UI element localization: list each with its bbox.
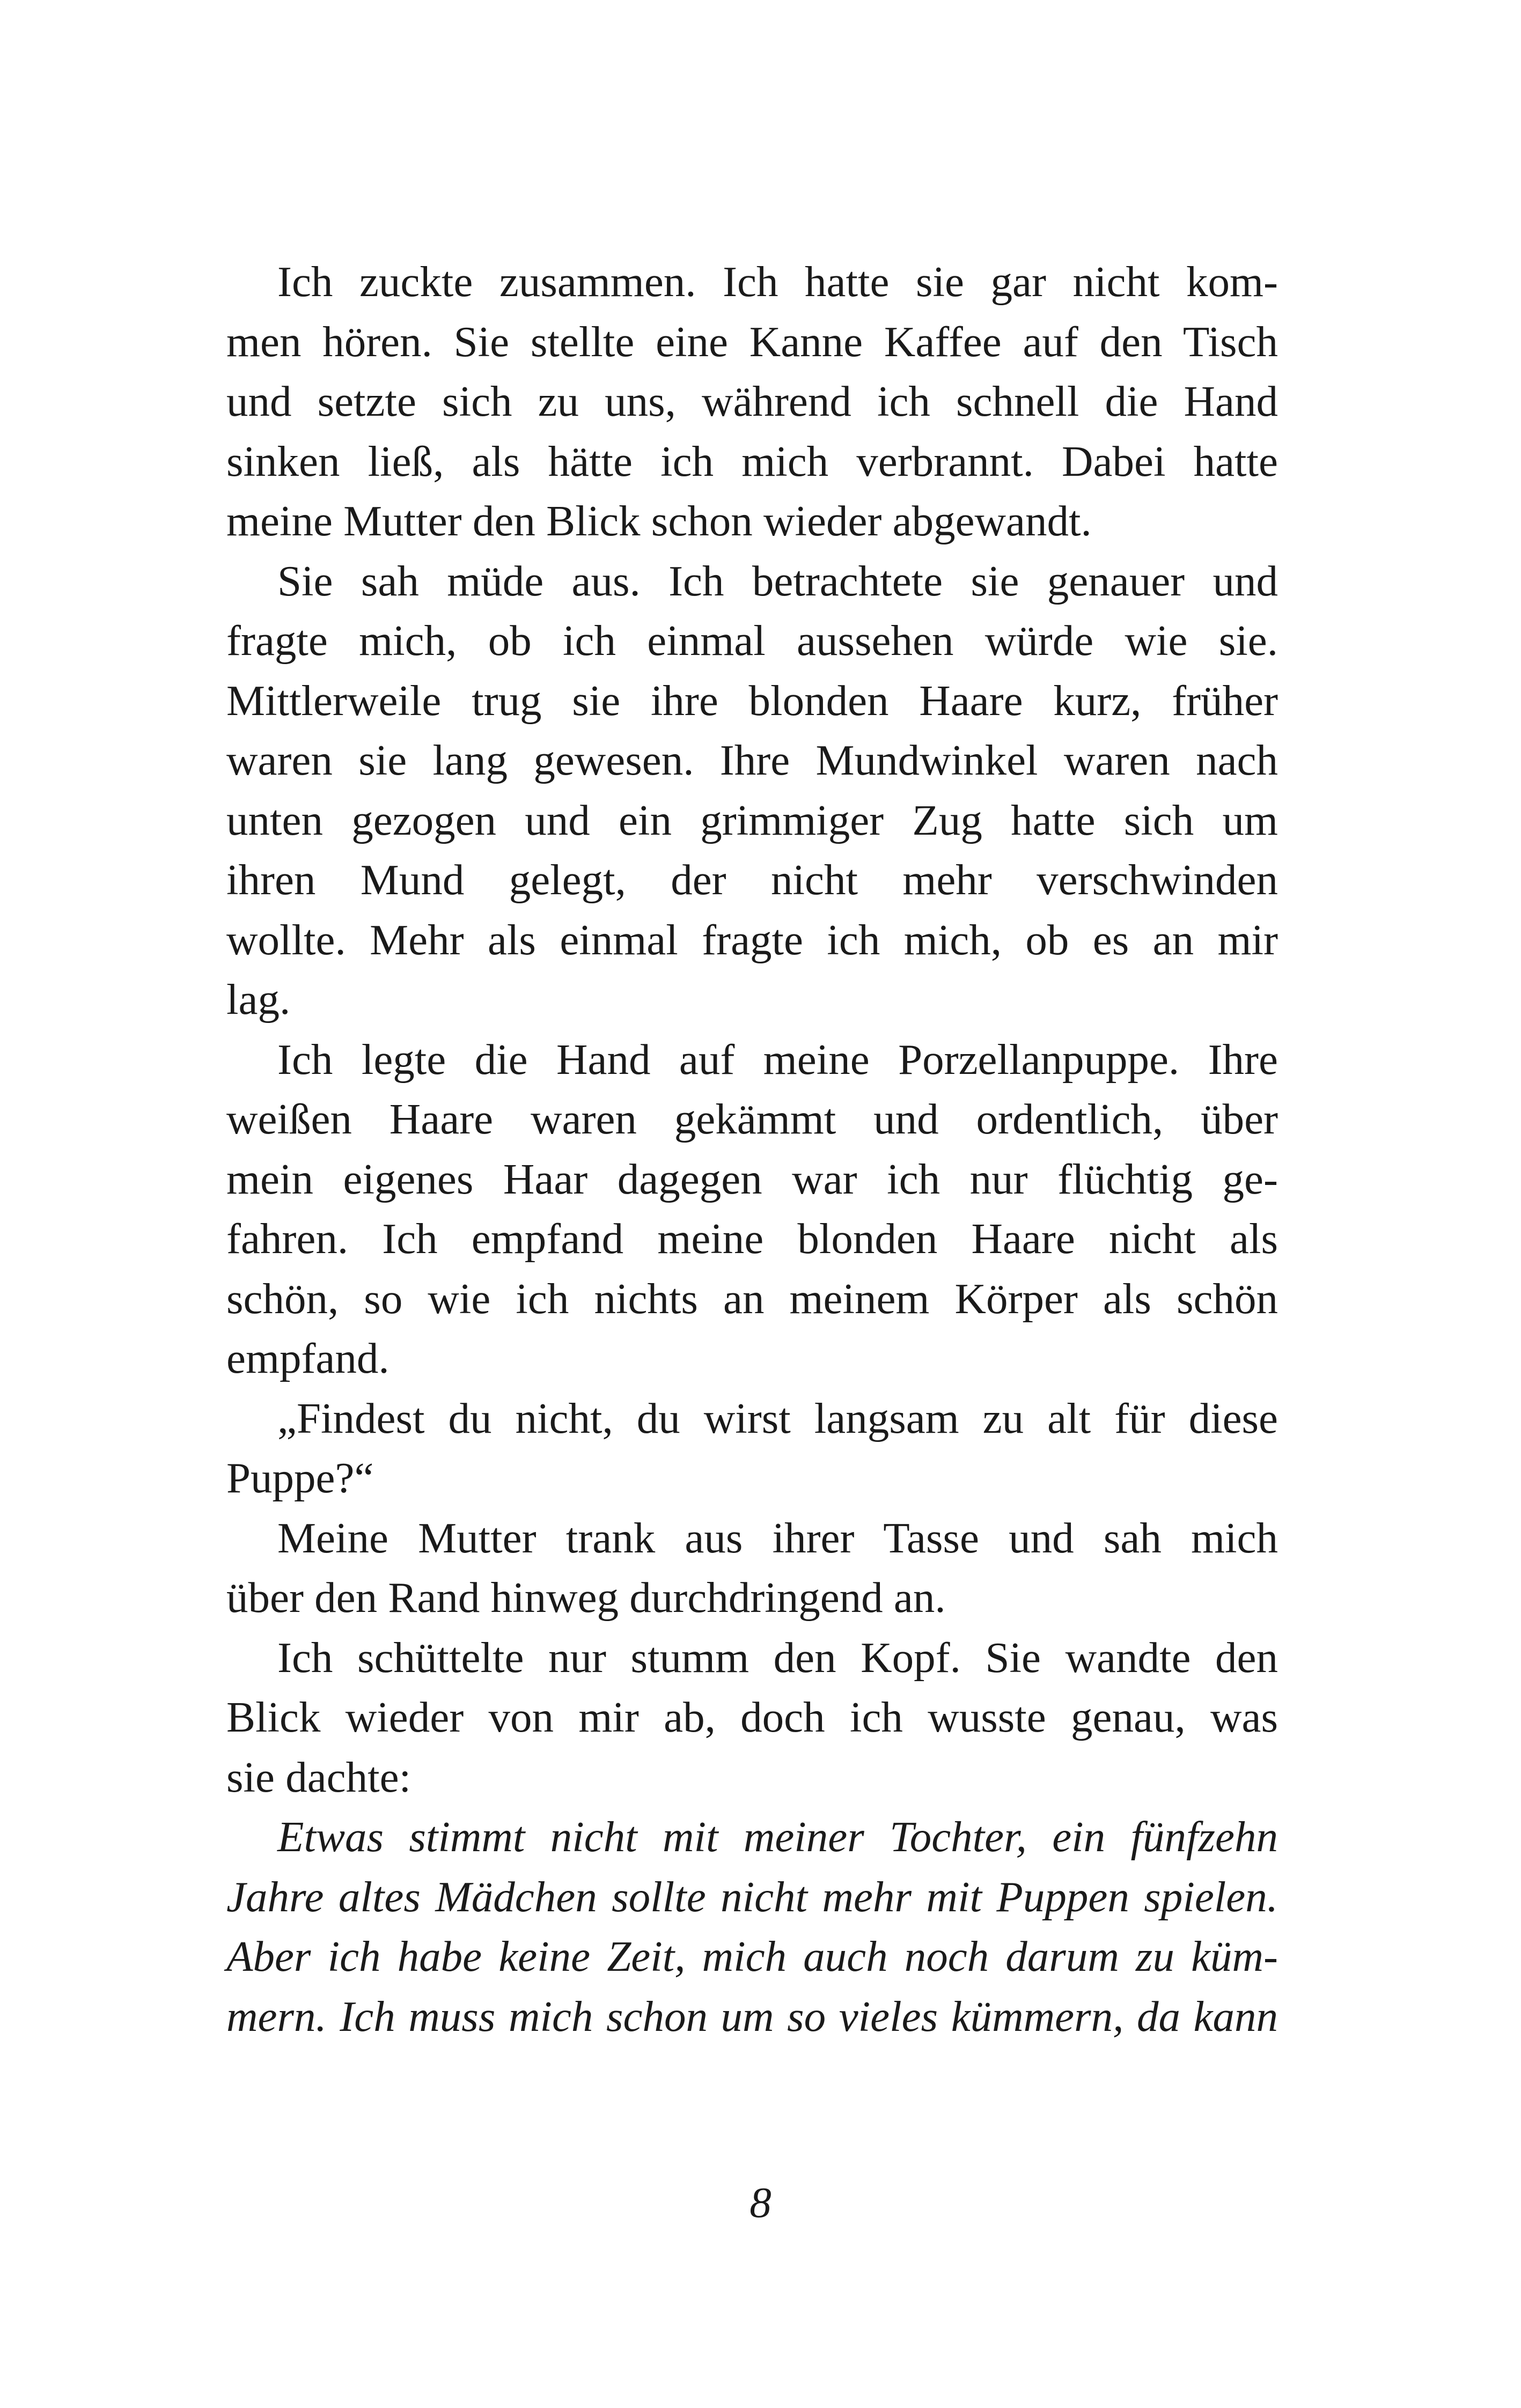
text-line: waren sie lang gewesen. Ihre Mundwinkel waren nach [226,736,1278,784]
text-line: schön, so wie ich nichts an meinem Körper als schön [226,1274,1278,1323]
text-line: ihren Mund gelegt, der nicht mehr verschwinden [226,856,1278,904]
text-line: Meine Mutter trank aus ihrer Tasse und sah mich [277,1513,1278,1562]
text-line: Blick wieder von mir ab, doch ich wusste genau, was [226,1693,1278,1741]
text-line: fragte mich, ob ich einmal aussehen würde wie sie. [226,616,1278,665]
text-line: über den Rand hinweg durchdringend an. [226,1573,946,1622]
text-line: wollte. Mehr als einmal fragte ich mich, ob es an mir [226,915,1278,964]
text-line: fahren. Ich empfand meine blonden Haare nicht als [226,1214,1278,1263]
text-line: und setzte sich zu uns, während ich schnell die Hand [226,377,1278,425]
text-line: lag. [226,975,291,1023]
text-line: sie dachte: [226,1752,412,1801]
italic-text-line: Etwas stimmt nicht mit meiner Tochter, ein fünfzehn [277,1813,1278,1861]
italic-text-line: mern. Ich muss mich schon um so vieles kümmern, da kann [226,1992,1278,2041]
text-line: sinken ließ, als hätte ich mich verbrannt. Dabei hatte [226,437,1278,485]
text-line: mein eigenes Haar dagegen war ich nur flüchtig ge- [226,1154,1278,1203]
text-line: empfand. [226,1334,390,1382]
text-line: Ich legte die Hand auf meine Porzellanpuppe. Ihre [277,1035,1278,1084]
text-line: meine Mutter den Blick schon wieder abgewandt. [226,497,1092,545]
text-line: Mittlerweile trug sie ihre blonden Haare kurz, früher [226,676,1278,725]
body-text [226,252,1278,2046]
text-line: men hören. Sie stellte eine Kanne Kaffee auf den Tisch [226,317,1278,366]
text-line: Puppe?“ [226,1454,374,1502]
text-line: Sie sah müde aus. Ich betrachtete sie genauer und [277,556,1278,605]
page-number: 8 [750,2178,771,2227]
text-line: unten gezogen und ein grimmiger Zug hatte sich um [226,796,1278,844]
text-line: „Findest du nicht, du wirst langsam zu alt für diese [277,1394,1278,1442]
text-line: Ich zuckte zusammen. Ich hatte sie gar nicht kom- [277,257,1278,306]
text-line: weißen Haare waren gekämmt und ordentlich, über [226,1095,1278,1143]
italic-text-line: Jahre altes Mädchen sollte nicht mehr mit Puppen spielen. [226,1872,1278,1921]
text-line: Ich schüttelte nur stumm den Kopf. Sie wandte den [277,1633,1278,1682]
italic-text-line: Aber ich habe keine Zeit, mich auch noch darum zu küm- [226,1932,1278,1980]
